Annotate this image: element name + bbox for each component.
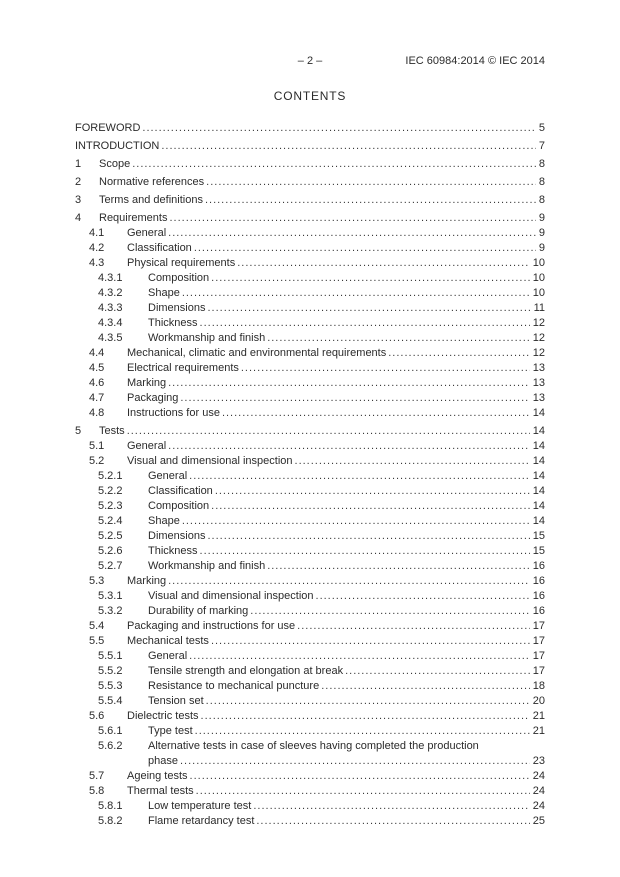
- toc-leader-dots: [215, 484, 530, 499]
- toc-entry-number: 5.7: [89, 770, 105, 782]
- toc-entry: [75, 256, 545, 271]
- toc-entry-number: 5.2.7: [98, 560, 123, 572]
- toc-entry-title: Tests: [99, 425, 125, 437]
- toc-entry: [75, 286, 545, 301]
- toc-entry-number: 5.6: [89, 710, 105, 722]
- toc-entry-title: General: [127, 440, 167, 452]
- toc-entry: [75, 469, 545, 484]
- toc-leader-dots: [222, 406, 530, 421]
- toc-leader-dots: [241, 361, 530, 376]
- toc-entry-number: 4.3.4: [98, 317, 123, 329]
- toc-entry-page: 24: [532, 770, 545, 782]
- toc-entry-number: 1: [75, 158, 82, 170]
- toc-entry-number: 4.3.1: [98, 272, 123, 284]
- toc-entry: [75, 544, 545, 559]
- toc-entry-page: 14: [532, 500, 545, 512]
- toc-entry-page: 8: [538, 158, 545, 170]
- toc-entry-title: Instructions for use: [127, 407, 220, 419]
- toc-entry-number: 5.3.1: [98, 590, 123, 602]
- toc-entry-title: Low temperature test: [148, 800, 252, 812]
- toc-entry-number: 5.2.4: [98, 515, 123, 527]
- toc-entry-title: Visual and dimensional inspection: [148, 590, 314, 602]
- toc-entry-page: 10: [532, 257, 545, 269]
- toc-entry-page: 7: [538, 140, 545, 152]
- toc-entry: [75, 484, 545, 499]
- toc-entry-number: 5.3: [89, 575, 105, 587]
- toc-entry: [75, 664, 545, 679]
- toc-entry: [75, 139, 545, 154]
- toc-leader-dots: [316, 589, 530, 604]
- toc-entry-number: 4.3.5: [98, 332, 123, 344]
- toc-entry: [75, 814, 545, 829]
- toc-leader-dots: [207, 301, 530, 316]
- toc-entry-number: 5.2.1: [98, 470, 123, 482]
- page-header: [75, 55, 545, 69]
- toc-entry-page: 16: [532, 575, 545, 587]
- toc-entry: [75, 271, 545, 286]
- toc-leader-dots: [142, 121, 535, 136]
- toc-leader-dots: [132, 157, 536, 172]
- toc-leader-dots: [127, 424, 530, 439]
- toc-entry: [75, 619, 545, 634]
- toc-leader-dots: [189, 469, 530, 484]
- toc-entry-title: Thermal tests: [127, 785, 194, 797]
- toc-entry-title: General: [127, 227, 167, 239]
- toc-entry-number: 4.8: [89, 407, 105, 419]
- toc-entry-page: 14: [532, 485, 545, 497]
- toc-entry-title: Workmanship and finish: [148, 332, 266, 344]
- toc-entry: [75, 589, 545, 604]
- toc-entry-number: 5.2.5: [98, 530, 123, 542]
- toc-entry: [75, 316, 545, 331]
- toc-entry-page: 12: [532, 347, 545, 359]
- toc-entry: [75, 649, 545, 664]
- toc-entry-title: Physical requirements: [127, 257, 236, 269]
- toc-entry-title: Packaging and instructions for use: [127, 620, 296, 632]
- toc-leader-dots: [388, 346, 530, 361]
- toc-entry-number: 5.6.2: [98, 740, 123, 752]
- toc-entry-number: 4.4: [89, 347, 105, 359]
- toc-entry-number: 3: [75, 194, 82, 206]
- toc-entry-title: Composition: [148, 500, 210, 512]
- toc-entry-number: 5.2: [89, 455, 105, 467]
- toc-entry: [75, 799, 545, 814]
- toc-entry-page: 21: [532, 725, 545, 737]
- toc-entry-title: General: [148, 470, 188, 482]
- toc-entry-title: Tension set: [148, 695, 204, 707]
- toc-entry-number: 5.5.1: [98, 650, 123, 662]
- toc-entry-title: Dimensions: [148, 530, 206, 542]
- toc-leader-dots: [253, 799, 529, 814]
- toc-leader-dots: [168, 226, 536, 241]
- toc-leader-dots: [182, 286, 530, 301]
- toc-entry-title: Mechanical, climatic and environmental requirements: [127, 347, 387, 359]
- toc-entry-page: 20: [532, 695, 545, 707]
- toc-entry-title: Thickness: [148, 545, 198, 557]
- toc-entry-title: Thickness: [148, 317, 198, 329]
- toc-entry-title: Durability of marking: [148, 605, 249, 617]
- toc-entry-title: Electrical requirements: [127, 362, 239, 374]
- toc-entry-title: Composition: [148, 272, 210, 284]
- toc-leader-dots: [211, 271, 530, 286]
- toc-entry: [75, 241, 545, 256]
- toc-entry-number: 5.6.1: [98, 725, 123, 737]
- toc-entry-page: 9: [538, 212, 545, 224]
- toc-leader-dots: [211, 499, 530, 514]
- toc-entry-title: Dimensions: [148, 302, 206, 314]
- toc-leader-dots: [182, 514, 530, 529]
- toc-entry: [75, 301, 545, 316]
- toc-entry-number: 5.5: [89, 635, 105, 647]
- toc-entry-title: phase: [148, 755, 178, 767]
- toc-entry-title: Alternative tests in case of sleeves having completed the production: [148, 740, 479, 752]
- toc-entry-title: Visual and dimensional inspection: [127, 455, 293, 467]
- toc-entry: [75, 784, 545, 799]
- toc-entry-number: 5.2.6: [98, 545, 123, 557]
- toc-entry-number: 4.2: [89, 242, 105, 254]
- toc-entry: [75, 724, 545, 739]
- toc-entry-page: 16: [532, 560, 545, 572]
- toc-entry-page: 14: [532, 470, 545, 482]
- toc-entry-number: 5.4: [89, 620, 105, 632]
- toc-entry-title: Marking: [127, 575, 167, 587]
- toc-entry-title: Normative references: [99, 176, 205, 188]
- toc-entry-page: 8: [538, 194, 545, 206]
- toc-entry-page: 24: [532, 800, 545, 812]
- toc-entry: [75, 193, 545, 208]
- toc-entry-page: 17: [532, 650, 545, 662]
- toc-leader-dots: [205, 193, 536, 208]
- toc-entry-number: 4.7: [89, 392, 105, 404]
- toc-entry-page: 23: [532, 755, 545, 767]
- toc-leader-dots: [195, 724, 530, 739]
- toc-entry-number: 5.2.3: [98, 500, 123, 512]
- toc-entry: [75, 406, 545, 421]
- toc-leader-dots: [168, 376, 530, 391]
- toc-entry: [75, 226, 545, 241]
- toc-leader-dots: [206, 694, 530, 709]
- toc-entry: [75, 559, 545, 574]
- toc-entry-page: 16: [532, 605, 545, 617]
- toc-entry: [75, 157, 545, 172]
- toc-entry-page: 17: [532, 665, 545, 677]
- toc-entry-page: 13: [532, 392, 545, 404]
- toc-leader-dots: [250, 604, 529, 619]
- toc-entry-page: 12: [532, 317, 545, 329]
- toc-entry-continuation: [75, 754, 545, 769]
- toc-leader-dots: [267, 559, 530, 574]
- toc-entry-page: 21: [532, 710, 545, 722]
- toc-entry-page: 12: [532, 332, 545, 344]
- toc-entry-number: 5.2.2: [98, 485, 123, 497]
- toc-entry-number: 5.8: [89, 785, 105, 797]
- toc-leader-dots: [201, 709, 530, 724]
- toc-entry-page: 15: [532, 545, 545, 557]
- toc-entry-page: 14: [532, 515, 545, 527]
- toc-entry-page: 17: [532, 620, 545, 632]
- toc-leader-dots: [190, 769, 530, 784]
- toc-entry: [75, 694, 545, 709]
- toc-entry-page: 11: [533, 302, 545, 314]
- toc-entry-page: 17: [532, 635, 545, 647]
- toc-entry-title: Classification: [148, 485, 213, 497]
- toc-entry-title: INTRODUCTION: [75, 140, 160, 152]
- toc-leader-dots: [168, 574, 530, 589]
- toc-entry-title: Resistance to mechanical puncture: [148, 680, 320, 692]
- toc-entry: [75, 679, 545, 694]
- toc-entry-number: 4.1: [89, 227, 105, 239]
- toc-leader-dots: [200, 544, 530, 559]
- toc-entry: [75, 574, 545, 589]
- toc-entry-title: Type test: [148, 725, 193, 737]
- toc-entry: [75, 121, 545, 136]
- toc-entry-number: 4.3.3: [98, 302, 123, 314]
- toc-entry-title: Packaging: [127, 392, 179, 404]
- toc-entry-number: 5.3.2: [98, 605, 123, 617]
- toc-entry-page: 9: [538, 227, 545, 239]
- toc-entry-title: Requirements: [99, 212, 168, 224]
- toc-leader-dots: [194, 241, 536, 256]
- toc-entry-title: Flame retardancy test: [148, 815, 255, 827]
- toc-leader-dots: [297, 619, 530, 634]
- toc-entry-number: 5.5.2: [98, 665, 123, 677]
- toc-entry-title: Shape: [148, 287, 180, 299]
- toc-entry-number: 5.1: [89, 440, 105, 452]
- toc-entry-page: 9: [538, 242, 545, 254]
- toc-entry: [75, 634, 545, 649]
- toc-entry: [75, 361, 545, 376]
- toc-entry-page: 14: [532, 440, 545, 452]
- toc-leader-dots: [180, 754, 530, 769]
- toc-entry-number: 4.5: [89, 362, 105, 374]
- toc-entry: [75, 709, 545, 724]
- toc-entry-number: 2: [75, 176, 82, 188]
- toc-entry-number: 5.8.1: [98, 800, 123, 812]
- toc-leader-dots: [168, 439, 530, 454]
- toc-entry-title: Mechanical tests: [127, 635, 209, 647]
- toc-entry-page: 14: [532, 455, 545, 467]
- toc-entry: [75, 739, 545, 754]
- toc-entry-title: Tensile strength and elongation at break: [148, 665, 344, 677]
- toc-leader-dots: [169, 211, 535, 226]
- toc-entry-title: Terms and definitions: [99, 194, 203, 206]
- table-of-contents: [75, 121, 545, 829]
- toc-entry: [75, 346, 545, 361]
- toc-leader-dots: [161, 139, 536, 154]
- toc-entry-number: 4.3: [89, 257, 105, 269]
- toc-entry: [75, 376, 545, 391]
- toc-entry: [75, 499, 545, 514]
- toc-entry-title: Shape: [148, 515, 180, 527]
- toc-entry-page: 5: [538, 122, 545, 134]
- toc-entry-title: Classification: [127, 242, 192, 254]
- toc-entry-page: 18: [532, 680, 545, 692]
- toc-entry: [75, 391, 545, 406]
- contents-heading: CONTENTS: [273, 89, 347, 103]
- toc-entry-page: 10: [532, 287, 545, 299]
- toc-entry-number: 5: [75, 425, 82, 437]
- toc-leader-dots: [207, 529, 529, 544]
- toc-leader-dots: [295, 454, 530, 469]
- toc-entry-page: 16: [532, 590, 545, 602]
- toc-leader-dots: [189, 649, 530, 664]
- toc-entry: [75, 211, 545, 226]
- toc-entry: [75, 529, 545, 544]
- toc-entry-title: Dielectric tests: [127, 710, 199, 722]
- toc-leader-dots: [237, 256, 530, 271]
- toc-entry-title: General: [148, 650, 188, 662]
- toc-entry-number: 5.5.3: [98, 680, 123, 692]
- toc-entry-page: 13: [532, 362, 545, 374]
- toc-entry: [75, 175, 545, 190]
- toc-entry-page: 14: [532, 407, 545, 419]
- toc-entry-page: 25: [532, 815, 545, 827]
- toc-entry: [75, 439, 545, 454]
- toc-leader-dots: [206, 175, 536, 190]
- toc-entry-number: 4.6: [89, 377, 105, 389]
- toc-entry: [75, 604, 545, 619]
- toc-entry-page: 10: [532, 272, 545, 284]
- toc-entry: [75, 454, 545, 469]
- toc-entry-title: Marking: [127, 377, 167, 389]
- toc-leader-dots: [256, 814, 529, 829]
- toc-entry-page: 15: [532, 530, 545, 542]
- toc-entry-number: 5.8.2: [98, 815, 123, 827]
- toc-entry: [75, 769, 545, 784]
- toc-leader-dots: [345, 664, 530, 679]
- toc-entry-number: 5.5.4: [98, 695, 123, 707]
- toc-leader-dots: [321, 679, 530, 694]
- toc-leader-dots: [196, 784, 530, 799]
- toc-leader-dots: [267, 331, 530, 346]
- toc-entry: [75, 424, 545, 439]
- toc-entry-page: 13: [532, 377, 545, 389]
- toc-leader-dots: [200, 316, 530, 331]
- toc-entry-number: 4: [75, 212, 82, 224]
- toc-entry-number: 4.3.2: [98, 287, 123, 299]
- toc-entry-title: Ageing tests: [127, 770, 188, 782]
- toc-entry: [75, 514, 545, 529]
- toc-entry-title: FOREWORD: [75, 122, 141, 134]
- document-reference: IEC 60984:2014 © IEC 2014: [405, 55, 545, 67]
- toc-entry-page: 14: [532, 425, 545, 437]
- toc-entry: [75, 331, 545, 346]
- toc-leader-dots: [211, 634, 530, 649]
- toc-leader-dots: [180, 391, 529, 406]
- toc-entry-page: 8: [538, 176, 545, 188]
- page-number-marker: – 2 –: [297, 55, 323, 67]
- toc-entry-title: Scope: [99, 158, 131, 170]
- toc-entry-title: Workmanship and finish: [148, 560, 266, 572]
- toc-entry-page: 24: [532, 785, 545, 797]
